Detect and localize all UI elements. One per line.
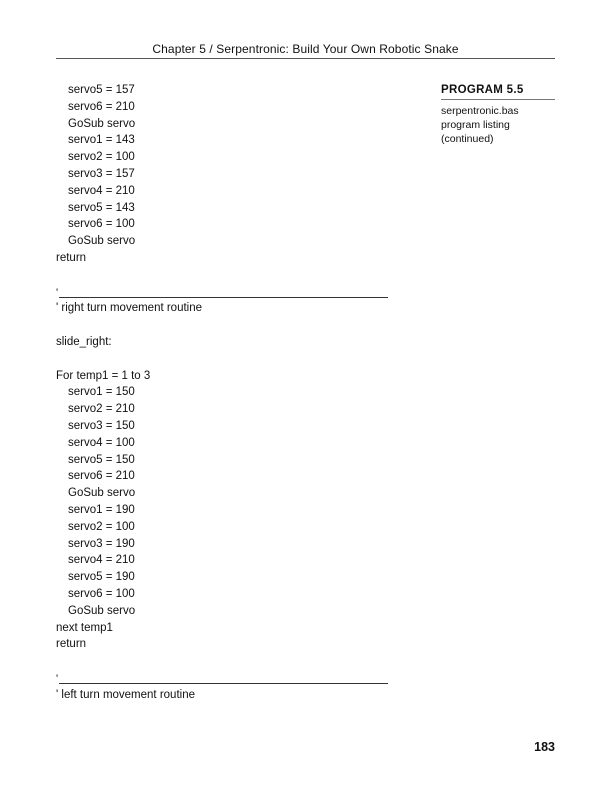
code-line: servo3 = 150 [68, 419, 135, 432]
code-line: GoSub servo [68, 604, 136, 617]
code-line: servo6 = 210 [68, 470, 135, 483]
code-line: servo3 = 157 [68, 167, 135, 180]
code-line: servo2 = 100 [68, 151, 135, 164]
code-line: servo4 = 210 [68, 184, 135, 197]
code-label: slide_right: [56, 335, 112, 348]
code-line: servo6 = 100 [68, 587, 135, 600]
page-number: 183 [534, 740, 555, 754]
code-line: servo1 = 150 [68, 386, 135, 399]
program-title: PROGRAM 5.5 [441, 84, 555, 100]
code-listing [56, 82, 396, 703]
comment-separator [56, 284, 396, 301]
program-sidebar [441, 84, 555, 146]
code-line: servo4 = 100 [68, 436, 135, 449]
program-caption [441, 104, 555, 146]
code-line-return: return [56, 638, 87, 651]
code-line: servo4 = 210 [68, 554, 135, 567]
code-line-return: return [56, 251, 87, 264]
code-line: servo5 = 150 [68, 453, 135, 466]
blank-line [56, 267, 396, 284]
code-line: servo5 = 143 [68, 201, 135, 214]
code-line: servo6 = 100 [68, 218, 135, 231]
running-header: Chapter 5 / Serpentronic: Build Your Own Robotic Snake [56, 42, 555, 59]
code-line: GoSub servo [68, 487, 136, 500]
code-line: servo2 = 210 [68, 403, 135, 416]
comment-separator [56, 670, 396, 687]
separator-rule [59, 683, 388, 684]
caption-line: serpentronic.bas [441, 105, 519, 117]
separator-tick: ' [56, 672, 59, 685]
caption-line: (continued) [441, 133, 494, 145]
code-line: GoSub servo [68, 117, 136, 130]
blank-line [56, 351, 396, 368]
code-for-line: For temp1 = 1 to 3 [56, 369, 151, 382]
code-line: servo1 = 190 [68, 503, 135, 516]
code-line: servo5 = 157 [68, 84, 135, 96]
caption-line: program listing [441, 119, 510, 131]
separator-tick: ' [56, 286, 59, 299]
code-next-line: next temp1 [56, 621, 113, 634]
code-line: servo1 = 143 [68, 134, 135, 147]
code-comment: ' left turn movement routine [56, 688, 195, 701]
code-line: servo3 = 190 [68, 537, 135, 550]
code-line: servo2 = 100 [68, 520, 135, 533]
separator-rule [59, 297, 388, 298]
blank-line [56, 317, 396, 334]
code-line: servo6 = 210 [68, 100, 135, 113]
code-line: servo5 = 190 [68, 571, 135, 584]
code-line: GoSub servo [68, 235, 136, 248]
blank-line [56, 653, 396, 670]
code-comment: ' right turn movement routine [56, 302, 203, 315]
